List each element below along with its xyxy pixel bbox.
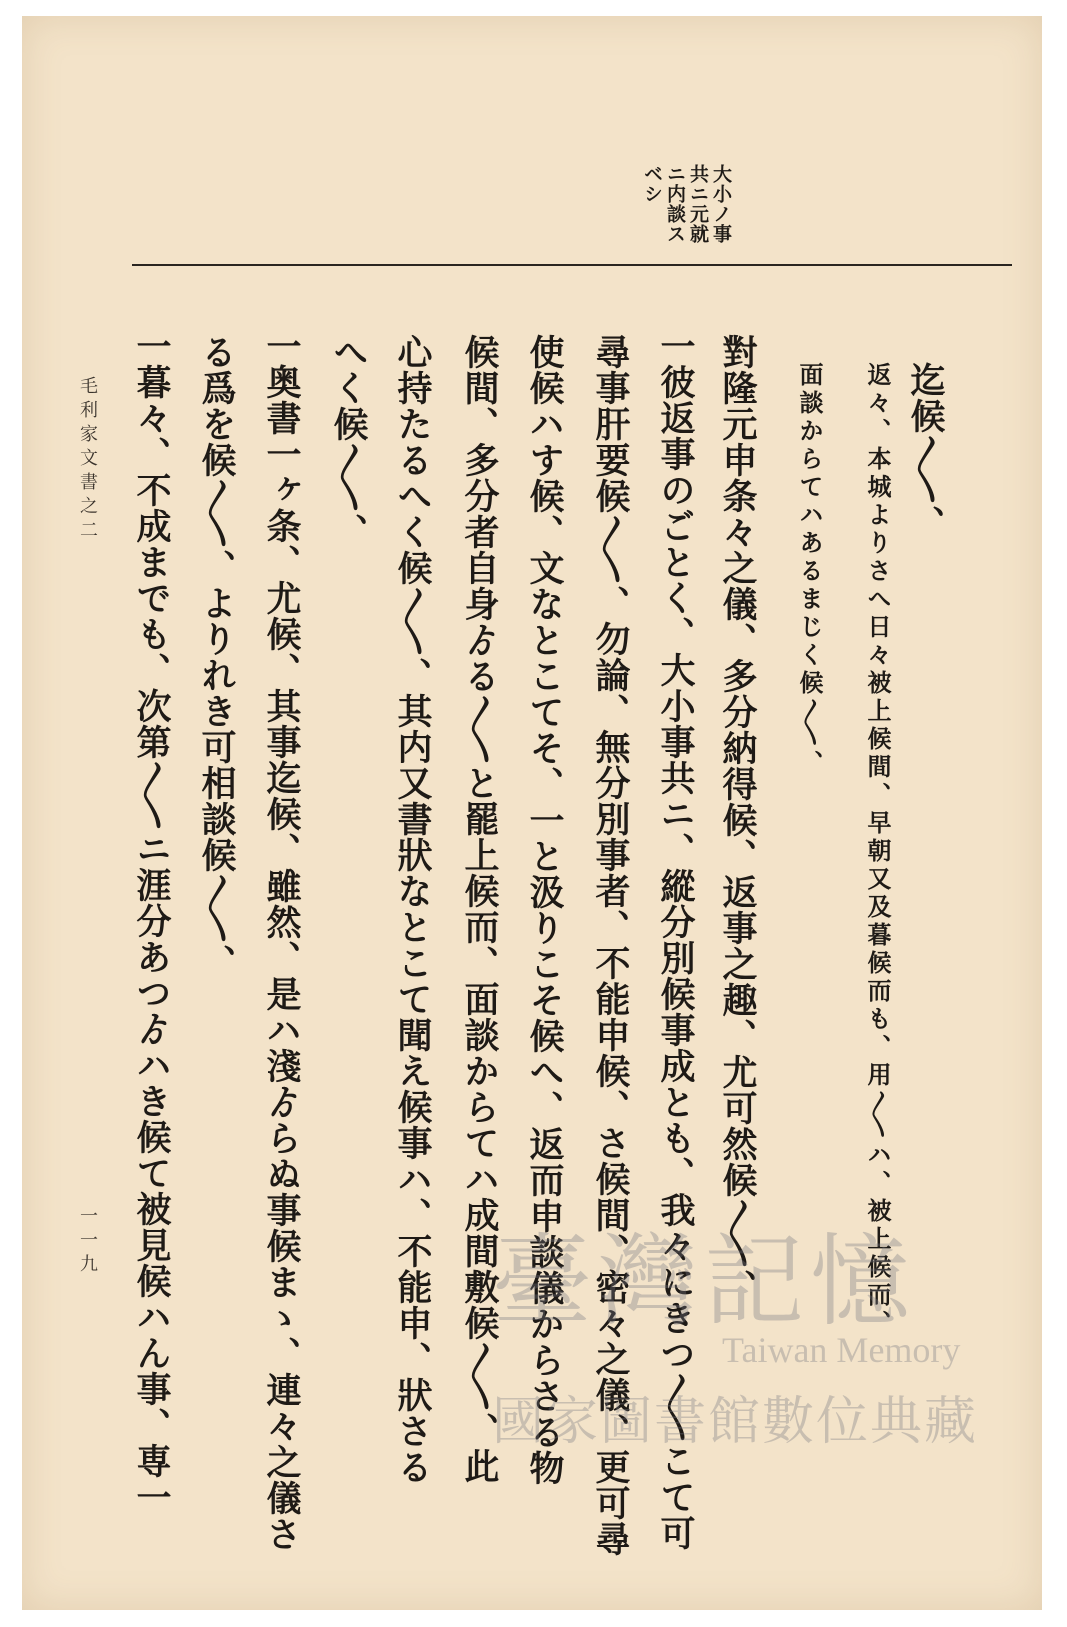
text-column: 一奥書一ヶ条、尤候、其事迄候、雖然、是ハ淺ゟらぬ事候まゝ、連々之儀さ (261, 328, 302, 1552)
headnote (638, 164, 730, 264)
text-column: 一彼返事のごとく、大小事共ニ、縱分別候事成とも、我々にきつ〳〵こて可 (655, 328, 696, 1551)
text-column: 迄候〳〵、 (905, 362, 946, 541)
watermark-english: Taiwan Memory (722, 1330, 961, 1370)
running-title: 毛利家文書之二 (77, 376, 98, 544)
text-column: 候間、多分者自身ゟる〳〵と罷上候而、面談からてハ成間敷候〳〵、此 (459, 334, 500, 1484)
header-rule (132, 264, 1012, 266)
text-column: 面談からてハあるまじく候〳〵、 (795, 362, 824, 778)
watermark-title: 臺灣記憶 (492, 1223, 916, 1340)
watermark-subtitle: 國家圖書館數位典藏 (492, 1392, 979, 1452)
book-page (22, 16, 1042, 1610)
text-column: 尋事肝要候〳〵、勿論、無分別事者、不能申候、さ候間、密々之儀、更可尋 (590, 334, 631, 1557)
text-column: 心持たるへく候〳〵、其内又書狀なとこて聞え候事ハ、不能申、狀さる (392, 334, 433, 1485)
text-column: 對隆元申条々之儀、多分納得候、返事之趣、尤可然候〳〵、 (717, 334, 758, 1305)
headnote-line-3: ニ内談ス (664, 164, 686, 244)
headnote-line-4: ベシ (641, 164, 663, 204)
watermark (492, 1201, 992, 1461)
text-column: へく候〳〵、 (328, 334, 369, 549)
headnote-line-1: 大小ノ事 (710, 164, 732, 244)
text-column: 返々、本城よりさへ日々被上候間、早朝又及暮候而も、用〳〵ハ、被上候而、 (863, 362, 892, 1338)
text-column: る爲を候〳〵、よりれき可相談候〳〵、 (196, 334, 237, 980)
text-column: 使候ハす候、文なとこてそ、一と汲りこそ候へ、返而申談儀からさる物 (524, 334, 565, 1486)
text-column: 一暮々、不成までも、次第〳〵ニ涯分あつゟハき候て被見候ハん事、専一 (131, 328, 172, 1515)
headnote-line-2: 共ニ元就 (687, 164, 709, 244)
page-number: 一一九 (77, 1206, 98, 1278)
